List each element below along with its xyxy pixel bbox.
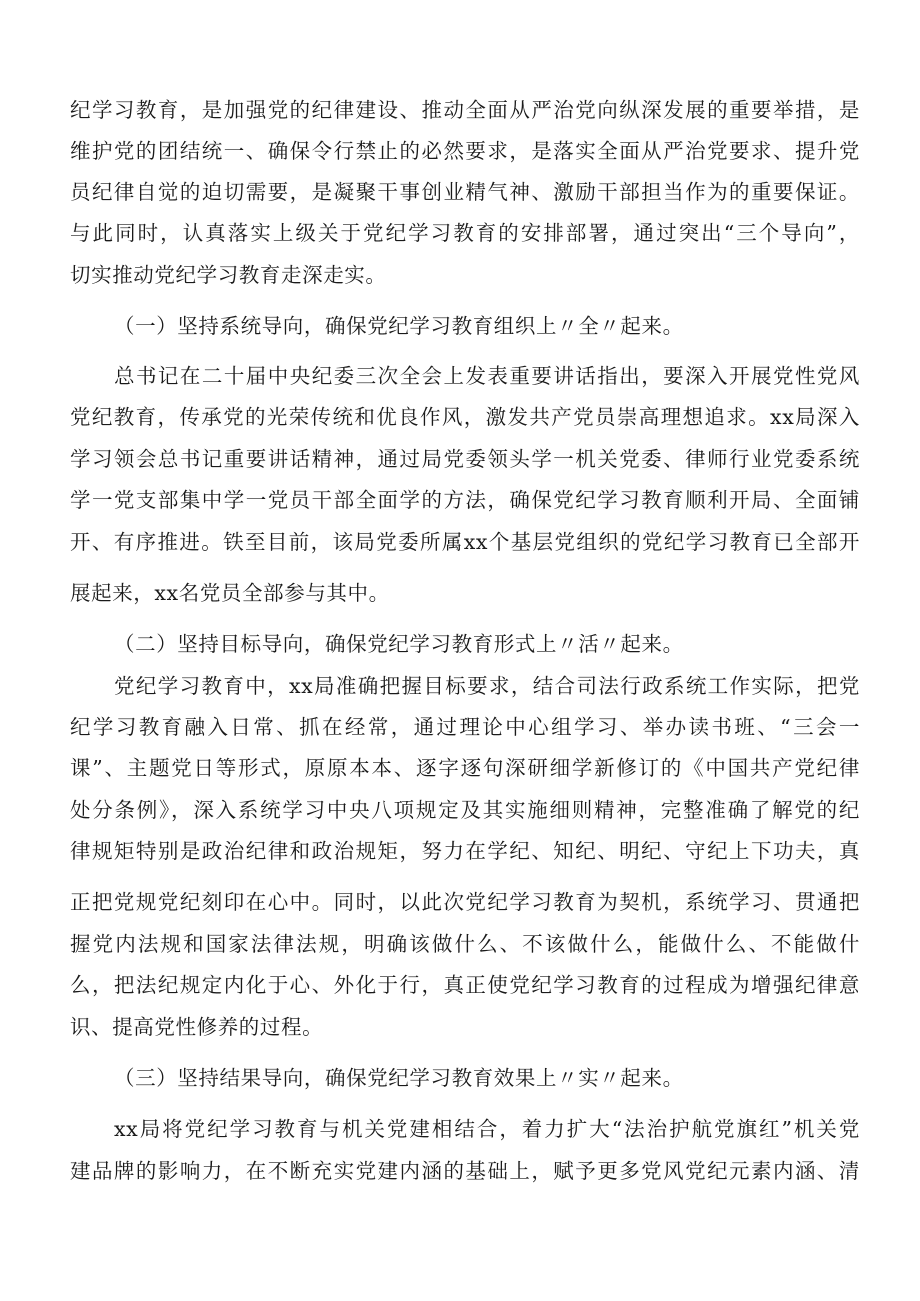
paragraph-line: xx局将党纪学习教育与机关党建相结合，着力扩大“法治护航党旗红”机关党 [114, 1117, 860, 1141]
paragraph-line: 切实推动党纪学习教育走深走实。 [70, 263, 387, 287]
paragraph-line: 课”、主题党日等形式，原原本本、逐字逐句深研细学新修订的《中国共产党纪律 [70, 756, 860, 780]
section-heading: （二）坚持目标导向，确保党纪学习教育形式上〃活〃起来。 [114, 632, 684, 656]
paragraph-line: 律规矩特别是政治纪律和政治规矩，努力在学纪、知纪、明纪、守纪上下功夫，真 [70, 839, 860, 863]
paragraph-line: 处分条例》，深入系统学习中央八项规定及其实施细则精神，完整准确了解党的纪 [70, 798, 860, 822]
paragraph-line: 学一党支部集中学一党员干部全面学的方法，确保党纪学习教育顺利开局、全面铺 [70, 488, 860, 512]
paragraph-line: 党纪学习教育中，xx局准确把握目标要求，结合司法行政系统工作实际，把党 [114, 674, 860, 698]
paragraph-line: 正把党规党纪刻印在心中。同时，以此次党纪学习教育为契机，系统学习、贯通把 [70, 890, 860, 914]
paragraph-line: 建品牌的影响力，在不断充实党建内涵的基础上，赋予更多党风党纪元素内涵、清 [70, 1159, 860, 1183]
paragraph-line: 开、有序推进。铁至目前，该局党委所属xx个基层党组织的党纪学习教育已全部开 [70, 530, 860, 554]
paragraph-line: 握党内法规和国家法律法规，明确该做什么、不该做什么，能做什么、不能做什 [70, 932, 860, 956]
paragraph-line: 纪学习教育，是加强党的纪律建设、推动全面从严治党向纵深发展的重要举措，是 [70, 98, 860, 122]
section-heading: （三）坚持结果导向，确保党纪学习教育效果上〃实〃起来。 [114, 1066, 684, 1090]
paragraph-line: 与此同时，认真落实上级关于党纪学习教育的安排部署，通过突出“三个导向”， [70, 221, 860, 245]
paragraph-line: 纪学习教育融入日常、抓在经常，通过理论中心组学习、举办读书班、“三会一 [70, 715, 860, 739]
paragraph-line: 识、提高党性修养的过程。 [70, 1015, 324, 1039]
paragraph-line: 员纪律自觉的迫切需要，是凝聚干事创业精气神、激励干部担当作为的重要保证。 [70, 180, 860, 204]
paragraph-line: 学习领会总书记重要讲话精神，通过局党委领头学一机关党委、律师行业党委系统 [70, 447, 860, 471]
paragraph-line: 总书记在二十届中央纪委三次全会上发表重要讲话指出，要深入开展党性党风 [114, 364, 860, 388]
paragraph-line: 展起来，xx名党员全部参与其中。 [70, 581, 390, 605]
paragraph-line: 么，把法纪规定内化于心、外化于行，真正使党纪学习教育的过程成为增强纪律意 [70, 973, 860, 997]
paragraph-line: 维护党的团结统一、确保令行禁止的必然要求，是落实全面从严治党要求、提升党 [70, 139, 860, 163]
section-heading: （一）坚持系统导向，确保党纪学习教育组织上〃全〃起来。 [114, 314, 684, 338]
paragraph-line: 党纪教育，传承党的光荣传统和优良作风，激发共产党员崇高理想追求。xx局深入 [70, 405, 860, 429]
